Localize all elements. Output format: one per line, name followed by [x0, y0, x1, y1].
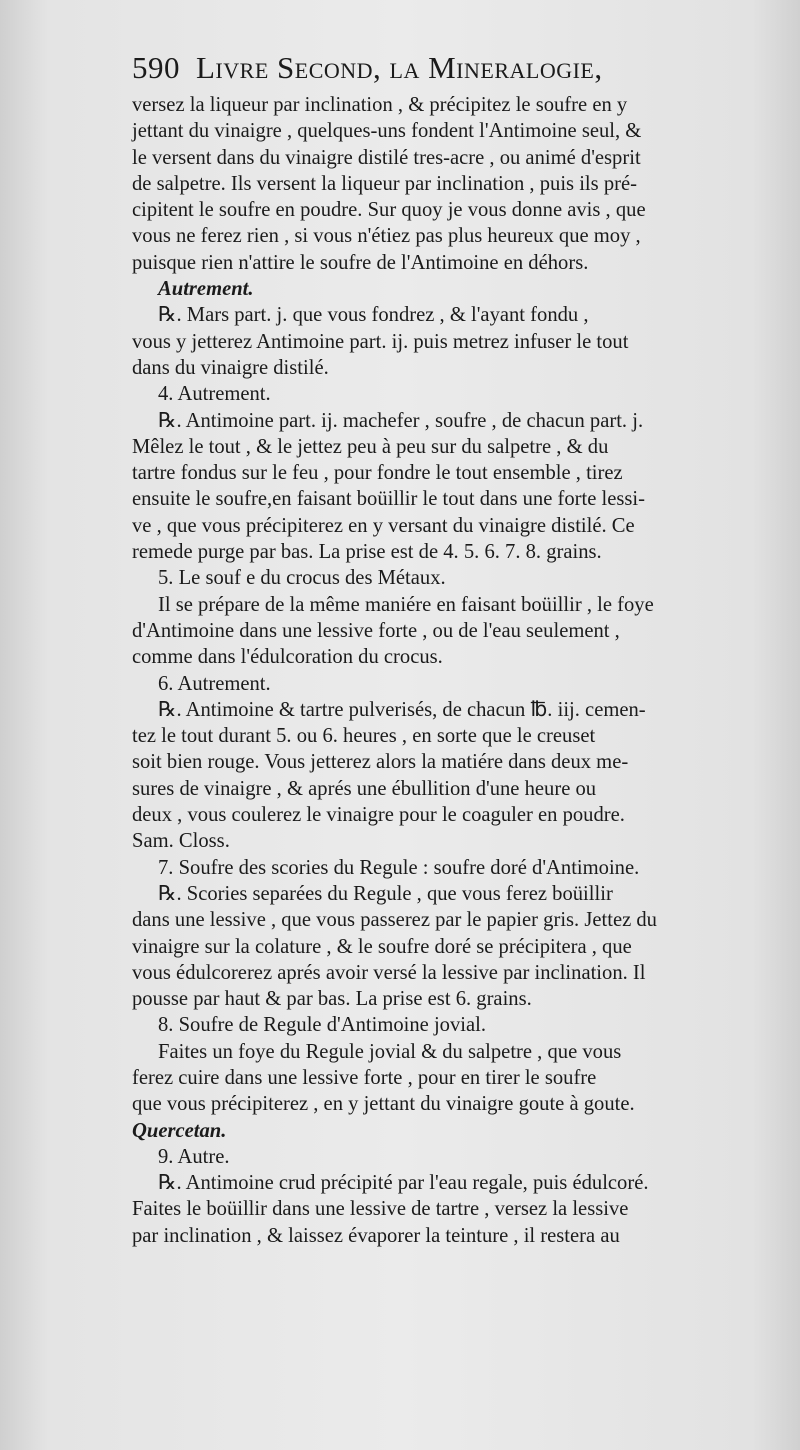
text-line: puisque rien n'attire le soufre de l'Antimoine en déhors. — [132, 251, 589, 274]
text-line: tartre fondus sur le feu , pour fondre le tout ensemble , tirez — [132, 462, 623, 485]
text-line: vous édulcorerez aprés avoir versé la lessive par inclination. Il — [132, 961, 646, 984]
text-line: par inclination , & laissez évaporer la teinture , il restera au — [132, 1224, 620, 1247]
text-line: vous y jetterez Antimoine part. ij. puis metrez infuser le tout — [132, 330, 629, 353]
text-line: versez la liqueur par inclination , & précipitez le soufre en y — [132, 94, 628, 116]
text-line: d'Antimoine dans une lessive forte , ou de l'eau seulement , — [132, 619, 620, 642]
text-line: Mêlez le tout , & le jettez peu à peu sur du salpetre , & du — [132, 435, 609, 458]
text-line: 9. Autre. — [158, 1145, 230, 1168]
text-line: ℞. Antimoine part. ij. machefer , soufre , de chacun part. j. — [158, 409, 644, 432]
text-line: dans du vinaigre distilé. — [132, 356, 329, 379]
text-line: Autrement. — [158, 278, 254, 301]
text-line: de salpetre. Ils versent la liqueur par inclination , puis ils pré- — [132, 172, 637, 195]
page-number: 590 — [132, 50, 180, 85]
text-line: tez le tout durant 5. ou 6. heures , en sorte que le creuset — [132, 725, 596, 748]
text-line: ℞. Mars part. j. que vous fondrez , & l'ayant fondu , — [158, 304, 589, 327]
running-header — [132, 46, 772, 90]
text-line: vinaigre sur la colature , & le soufre doré se précipitera , que — [132, 935, 632, 958]
text-line: comme dans l'édulcoration du crocus. — [132, 646, 443, 669]
text-line: Faites le boüillir dans une lessive de tartre , versez la lessive — [132, 1198, 629, 1221]
text-line: le versent dans du vinaigre distilé tres-acre , ou animé d'esprit — [132, 146, 641, 169]
text-line: sures de vinaigre , & aprés une ébullition d'une heure ou — [132, 777, 597, 800]
text-line: Sam. Closs. — [132, 830, 230, 853]
text-line: ve , que vous précipiterez en y versant du vinaigre distilé. Ce — [132, 514, 635, 537]
text-line: 8. Soufre de Regule d'Antimoine jovial. — [158, 1014, 487, 1037]
text-line: Faites un foye du Regule jovial & du salpetre , que vous — [158, 1040, 622, 1063]
text-line: 5. Le souf e du crocus des Métaux. — [158, 567, 446, 590]
text-line: 6. Autrement. — [158, 672, 271, 695]
text-line: ℞. Antimoine crud précipité par l'eau regale, puis édulcoré. — [158, 1172, 649, 1195]
text-line: dans une lessive , que vous passerez par le papier gris. Jettez du — [132, 909, 657, 932]
page-body-text — [132, 92, 792, 1249]
text-line: 7. Soufre des scories du Regule : soufre doré d'Antimoine. — [158, 856, 640, 879]
text-line: que vous précipiterez , en y jettant du vinaigre goute à goute. — [132, 1093, 635, 1116]
text-line: Il se prépare de la même maniére en faisant boüillir , le foye — [158, 593, 654, 616]
text-line: remede purge par bas. La prise est de 4. 5. 6. 7. 8. grains. — [132, 541, 602, 564]
text-line: ensuite le soufre,en faisant boüillir le tout dans une forte lessi- — [132, 488, 645, 511]
text-line: vous ne ferez rien , si vous n'étiez pas plus heureux que moy , — [132, 225, 641, 248]
text-line: soit bien rouge. Vous jetterez alors la matiére dans deux me- — [132, 751, 629, 774]
text-line: 4. Autrement. — [158, 383, 271, 406]
text-line: deux , vous coulerez le vinaigre pour le coaguler en poudre. — [132, 804, 625, 827]
text-line: cipitent le soufre en poudre. Sur quoy je vous donne avis , que — [132, 199, 646, 222]
text-line: ℞. Antimoine & tartre pulverisés, de chacun ℔. iij. cemen- — [158, 698, 646, 721]
text-line: ℞. Scories separées du Regule , que vous ferez boüillir — [158, 882, 613, 905]
text-line: Quercetan. — [132, 1119, 227, 1142]
running-title: Livre Second, la Mineralogie, — [196, 50, 603, 85]
text-line: pousse par haut & par bas. La prise est 6. grains. — [132, 988, 532, 1011]
text-line: ferez cuire dans une lessive forte , pour en tirer le soufre — [132, 1066, 597, 1089]
text-line: jettant du vinaigre , quelques-uns fondent l'Antimoine seul, & — [132, 120, 642, 143]
